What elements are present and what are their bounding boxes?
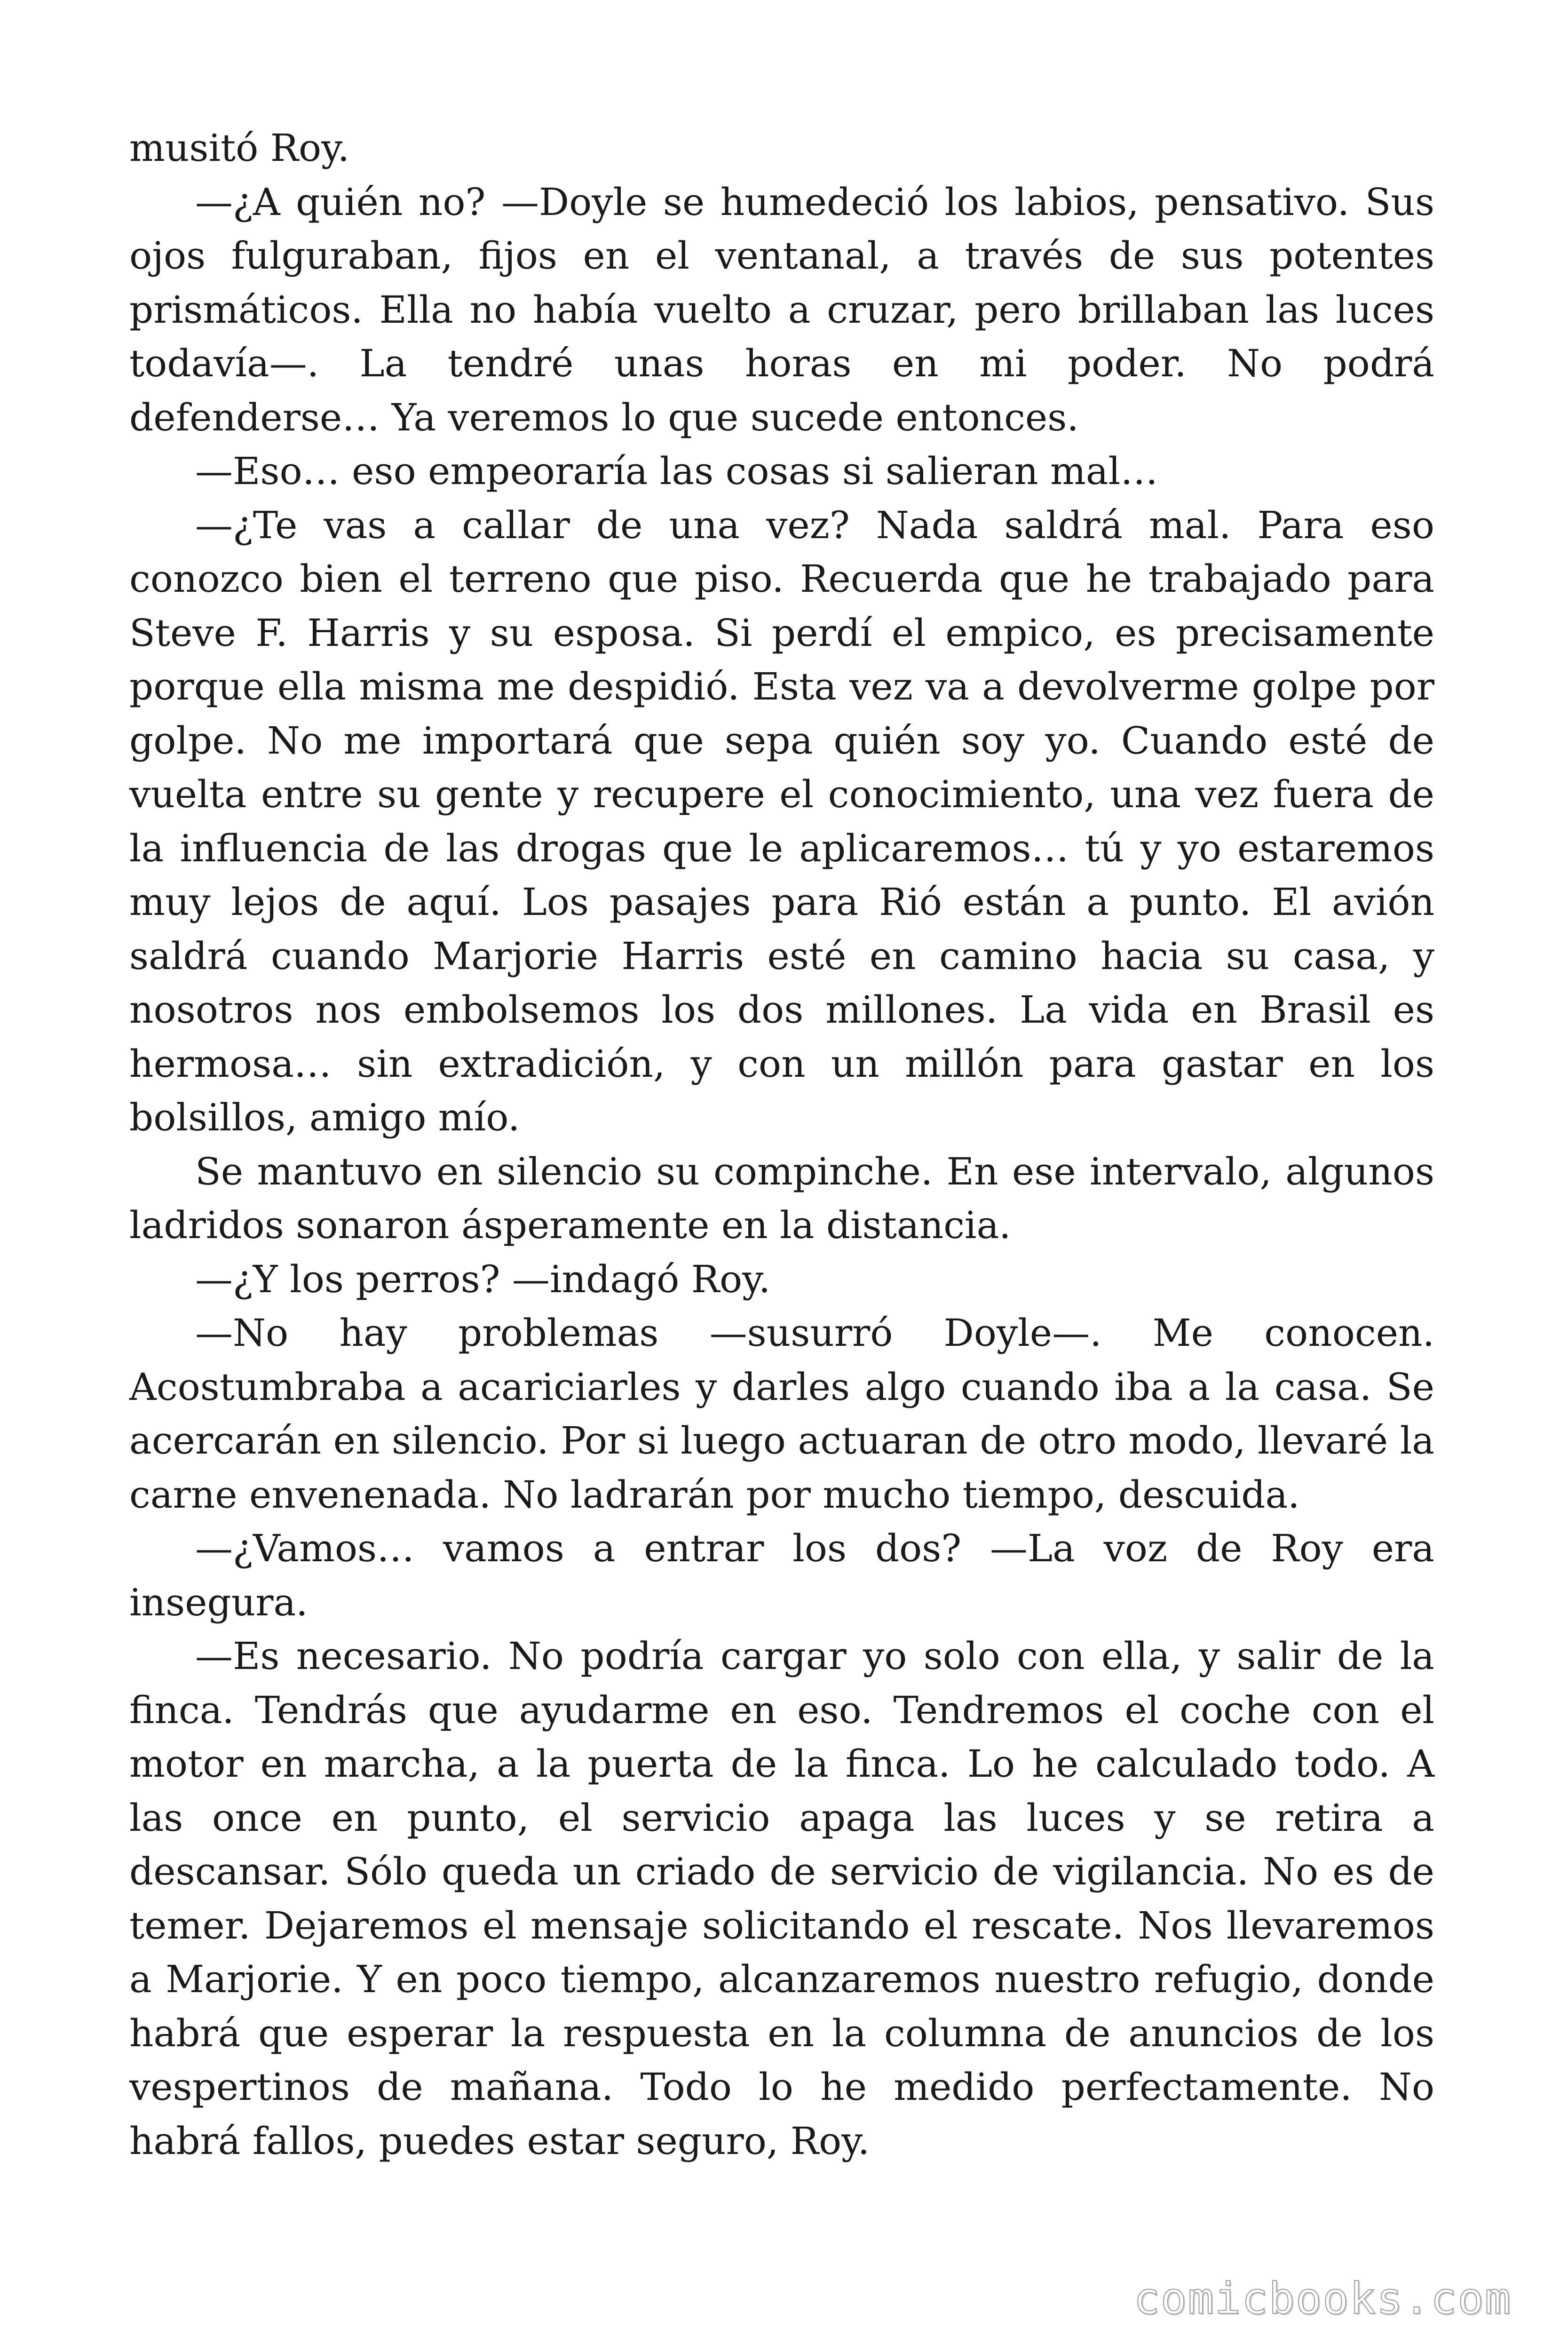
paragraph-6: —¿Y los perros? —indagó Roy. (195, 1257, 771, 1301)
paragraph-4: —¿Te vas a callar de una vez? Nada saldrá mal. Para eso conozco bien el terreno que piso. Recuerda que he trabajado para Steve F. Harris y su esposa. Si perdí el empico, es precisamente porque ella misma me despidió. Esta vez va a devolverme golpe por golpe. No me importará que sepa quién soy yo. Cuando esté de vuelta entre su gente y recupere el conocimiento, una vez fuera de la influencia de las drogas que le aplicaremos… tú y yo estaremos muy lejos de aquí. Los pasajes para Rió están a punto. El avión saldrá cuando Marjorie Harris esté en camino hacia su casa, y nosotros nos embolsemos los dos millones. La vida en Brasil es hermosa… sin extradición, y con un millón para gastar en los bolsillos, amigo mío. (129, 503, 1434, 1139)
paragraph-1: musitó Roy. (129, 126, 350, 170)
paragraph-8: —¿Vamos… vamos a entrar los dos? —La voz de Roy era insegura. (129, 1526, 1434, 1624)
paragraph-2: —¿A quién no? —Doyle se humedeció los labios, pensativo. Sus ojos fulguraban, fijos en el ventanal, a través de sus potentes prismáticos. Ella no había vuelto a cruzar, pero brillaban las luces todavía—. La tendré unas horas en mi poder. No podrá defenderse… Ya veremos lo que sucede entonces. (129, 180, 1434, 439)
paragraph-5: Se mantuvo en silencio su compinche. En ese intervalo, algunos ladridos sonaron ásperamente en la distancia. (129, 1149, 1434, 1247)
body-text (129, 121, 1434, 2168)
paragraph-7: —No hay problemas —susurró Doyle—. Me conocen. Acostumbraba a acariciarles y darles algo cuando iba a la casa. Se acercarán en silencio. Por si luego actuaran de otro modo, llevaré la carne envenenada. No ladrarán por mucho tiempo, descuida. (129, 1311, 1434, 1517)
watermark: comicbooks.com (1133, 2273, 1512, 2324)
paragraph-3: —Eso… eso empeoraría las cosas si salieran mal… (195, 449, 1158, 493)
paragraph-9: —Es necesario. No podría cargar yo solo con ella, y salir de la finca. Tendrás que ayudarme en eso. Tendremos el coche con el motor en marcha, a la puerta de la finca. Lo he calculado todo. A las once en punto, el servicio apaga las luces y se retira a descansar. Sólo queda un criado de servicio de vigilancia. No es de temer. Dejaremos el mensaje solicitando el rescate. Nos llevaremos a Marjorie. Y en poco tiempo, alcanzaremos nuestro refugio, donde habrá que esperar la respuesta en la columna de anuncios de los vespertinos de mañana. Todo lo he medido perfectamente. No habrá fallos, puedes estar seguro, Roy. (129, 1634, 1434, 2163)
